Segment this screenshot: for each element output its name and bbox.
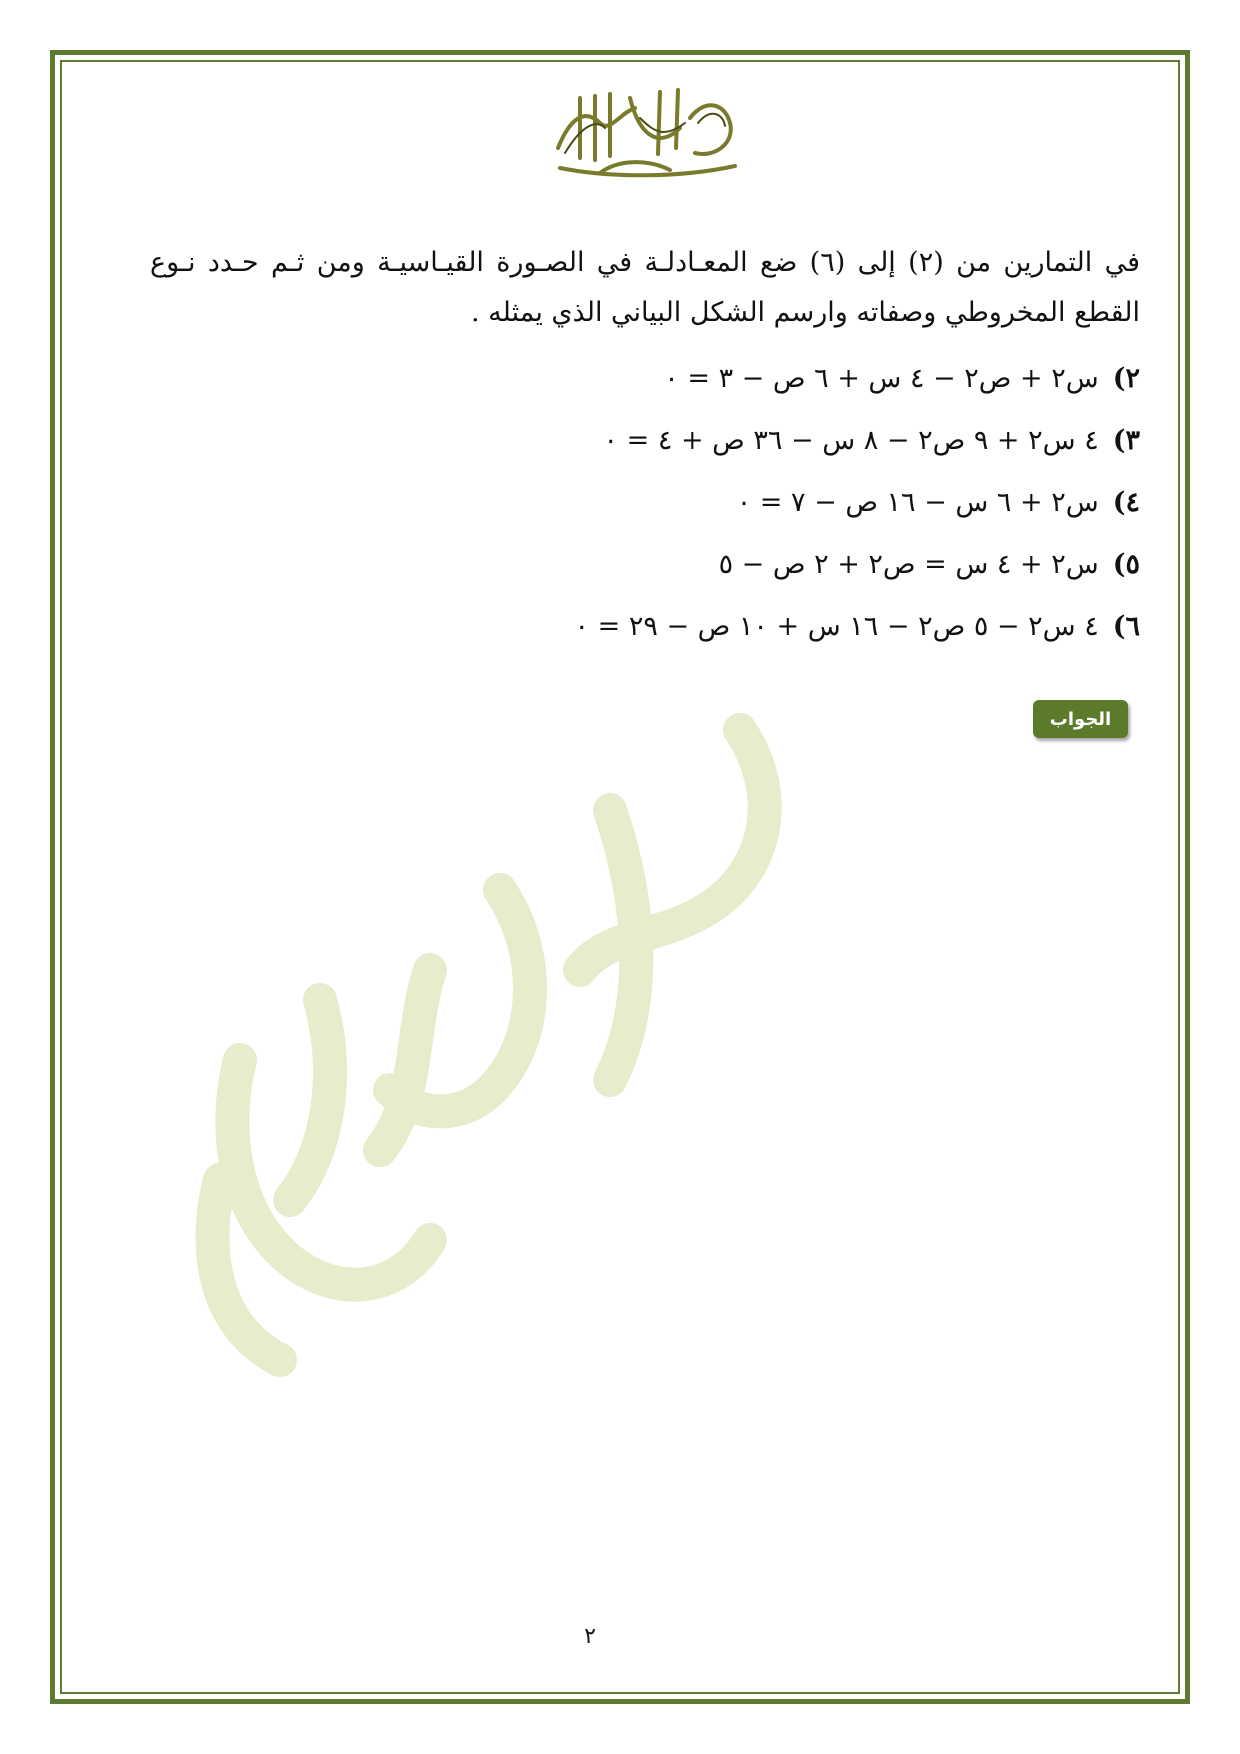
answer-button[interactable]: الجواب [1033,700,1128,738]
instructions-text: في التمارين من (٢) إلى (٦) ضع المعـادلـة في الصـورة القيـاسيـة ومن ثـم حـدد نـوع القطع المخروطي وصفاته وارسم الشكل البياني الذي يمثله . [150,247,1141,328]
exercise-item [150,596,1140,658]
exercise-number: ٦) [1112,611,1140,642]
exercise-number: ٥) [1112,549,1140,580]
exercise-equation: ٤ س٢ + ٩ ص٢ − ٨ س − ٣٦ ص + ٤ = ٠ [603,425,1099,456]
basmala-logo [540,78,750,190]
exercise-section [150,238,1140,658]
exercise-number: ٤) [1112,487,1140,518]
exercise-item [150,410,1140,472]
exercise-item [150,348,1140,410]
exercise-item [150,472,1140,534]
exercise-number: ٣) [1112,425,1140,456]
exercise-equation: ٤ س٢ − ٥ ص٢ − ١٦ س + ١٠ ص − ٢٩ = ٠ [574,611,1099,642]
exercise-item [150,534,1140,596]
page-number: ٢ [584,1624,596,1649]
exercise-equation: س٢ + ٤ س = ص٢ + ٢ ص − ٥ [718,549,1099,580]
exercise-list [150,348,1140,658]
exercise-equation: س٢ + ٦ س − ١٦ ص − ٧ = ٠ [736,487,1099,518]
exercise-number: ٢) [1112,363,1140,394]
exercise-equation: س٢ + ص٢ − ٤ س + ٦ ص − ٣ = ٠ [664,363,1099,394]
